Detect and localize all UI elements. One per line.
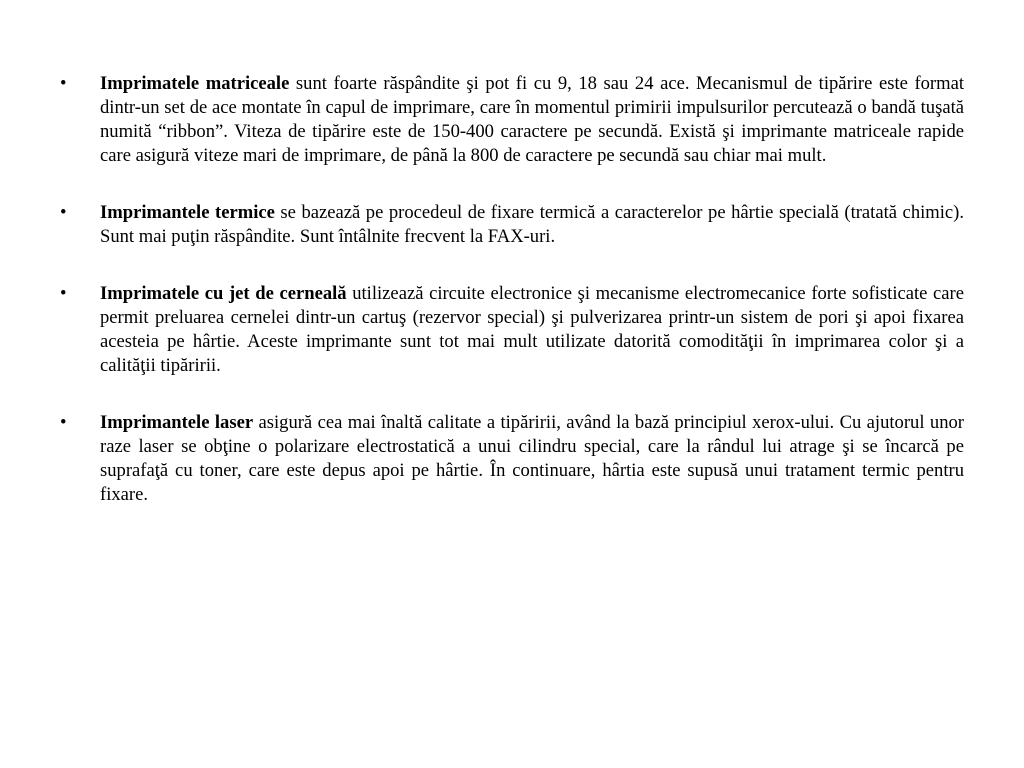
bullet-item-laser-printers bbox=[60, 411, 964, 507]
bullet-term: Imprimatele matriceale bbox=[100, 73, 290, 94]
bullet-text: utilizează circuite electronice şi mecanisme electromecanice forte sofisticate care permit preluarea cernelei dintr-un cartuş (rezervor special) şi pulverizarea printr-un sistem de pori şi apoi fixarea acesteia pe hârtie. Aceste imprimante sunt tot mai mult utilizate datorită comodităţii în imprimarea color şi a calităţii tipăririi. bbox=[100, 283, 965, 376]
bullet-item-thermal-printers bbox=[60, 201, 964, 249]
bullet-list bbox=[60, 72, 964, 540]
bullet-icon: • bbox=[60, 73, 67, 94]
bullet-term: Imprimantele termice bbox=[100, 202, 275, 223]
bullet-text: asigură cea mai înaltă calitate a tipăririi, având la bază principiul xerox-ului. Cu ajutorul unor raze laser se obţine o polarizare electrostatică a unui cilindru special, care la rândul lui atrage şi se încarcă pe suprafaţă cu toner, care este depus apoi pe hârtie. În continuare, hârtia este supusă unui tratament termic pentru fixare. bbox=[100, 412, 964, 505]
bullet-icon: • bbox=[60, 283, 67, 304]
bullet-item-inkjet-printers bbox=[60, 282, 964, 378]
bullet-term: Imprimantele laser bbox=[100, 412, 254, 433]
bullet-icon: • bbox=[60, 202, 67, 223]
bullet-text: sunt foarte răspândite şi pot fi cu 9, 18 sau 24 ace. Mecanismul de tipărire este format dintr-un set de ace montate în capul de imprimare, care în momentul primirii impulsurilor percutează o bandă tuşată numită “ribbon”. Viteza de tipărire este de 150-400 caractere pe secundă. Există şi imprimante matriceale rapide care asigură viteze mari de imprimare, de până la 800 de caractere pe secundă sau chiar mai mult. bbox=[100, 73, 965, 166]
bullet-icon: • bbox=[60, 412, 67, 433]
bullet-item-matrix-printers bbox=[60, 72, 964, 168]
bullet-text: se bazează pe procedeul de fixare termică a caracterelor pe hârtie specială (tratată chimic). Sunt mai puţin răspândite. Sunt întâlnite frecvent la FAX-uri. bbox=[100, 202, 964, 247]
bullet-term: Imprimatele cu jet de cerneală bbox=[100, 283, 347, 304]
